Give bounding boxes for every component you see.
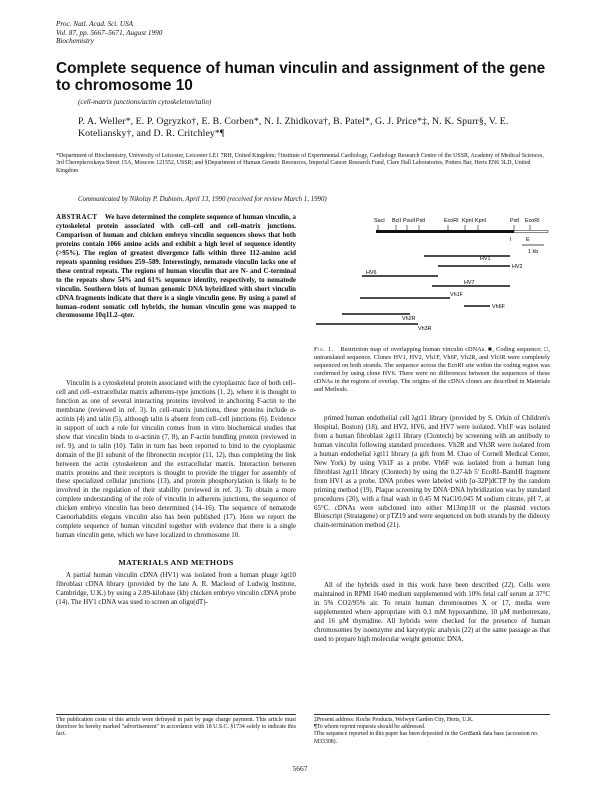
author-list: P. A. Weller*, E. P. Ogryzko†, E. B. Corben*, N. I. Zhidkova†, B. Patel*, G. J. Price*‡, N. K. Spurr§, V. E. Koteliansky†, and D. R. Critchley*¶ xyxy=(78,116,509,140)
clone-label: Vh3R xyxy=(418,326,432,332)
journal-header xyxy=(56,20,162,46)
untranslated-sequence-bar xyxy=(514,231,548,233)
figure-caption-text: Restriction map of overlapping human vinculin cDNAs. ■, Coding sequence; □, untranslated sequence. Clones HV1, HV2, Vh1F, Vh6F, Vh2R, and Vh3R were completely sequenced on both strands. The sequence across the EcoRI site within the coding region was confirmed by using clone HV6. There were no differences between the sequences of these cDNAs in the regions of overlap. The origins of the cDNA clones are described in Materials and Methods. xyxy=(314,346,550,394)
marker-I: I xyxy=(510,237,512,243)
abstract xyxy=(56,214,296,321)
author-footnotes xyxy=(314,714,550,746)
footnote-present-address: ‡Present address: Roche Products, Welwyn Garden City, Herts, U.K. xyxy=(314,717,474,723)
footnote-reprint-requests: ¶To whom reprint requests should be addressed. xyxy=(314,724,426,731)
abstract-text: We have determined the complete sequence of human vinculin, a cytoskeletal protein associated with cell–cell and cell–matrix junctions. Comparison of human and chicken embryo vinculin sequences shows that both proteins contain 1066 amino acids and exhibit a high level of sequence identity (>95%). The region of greatest divergence falls within three 112-amino acid repeats spanning residues 259–589. Interestingly, nematode vinculin lacks one of these central repeats. The regions of human vinculin that are N- and C-terminal to the repeats show 54% and 61% sequence identity, respectively, to nematode vinculin. Southern blots of human genomic DNA hybridized with short vinculin cDNA fragments indicate that there is a single vinculin gene. By using a panel of human–rodent somatic cell hybrids, the human vinculin gene was mapped to chromosome 10q11.2–qter. xyxy=(56,214,296,320)
paper-keywords: (cell-matrix junctions/actin cytoskeleton/talin) xyxy=(78,98,212,106)
communicated-by: Communicated by Nikolay P. Dubinin, April 13, 1990 (received for review March 1, 1990) xyxy=(78,196,327,203)
marker-E: E xyxy=(526,237,530,243)
clone-label: HV2 xyxy=(512,264,523,270)
methods-text: A partial human vinculin cDNA (HV1) was isolated from a human phage λgt10 fibroblast cDNA library (provided by the late A. R. Macleod of Ludwig Institute, Cambridge, U.K.) by using a 2.89-kilobase (kb) chicken embryo vinculin cDNA probe (14). The HV1 cDNA was used to screen an oligo(dT)- xyxy=(56,572,296,606)
coding-sequence-bar xyxy=(376,230,514,233)
scale-label: 1 kb xyxy=(528,249,539,255)
methods-hybrids-paragraph: All of the hybrids used in this work have been described (22). Cells were maintained in RPMI 1640 medium supplemented with 10% fetal calf serum at 37°C in 5% CO2/95% air. To retain human chromosomes X or 17, media were supplemented where appropriate with 0.1 mM hypoxanthine, 10 μM methotrexate, and 16 μM thymidine. All hybrids were checked for the presence of human chromosomes by isoenzyme and karyotypic analysis (22) at the same passage as that used to prepare high molecular weight genomic DNA. xyxy=(314,582,550,643)
site-label: EcoRI xyxy=(525,218,540,224)
figure-caption xyxy=(314,346,550,394)
clone-label: Vh1F xyxy=(450,292,463,298)
clone-label: Vh6F xyxy=(492,304,505,310)
site-label: KpnI xyxy=(475,218,487,224)
journal-name: Proc. Natl. Acad. Sci. USA xyxy=(56,20,134,28)
clone-label: HV7 xyxy=(464,280,475,286)
figure-restriction-map xyxy=(314,214,550,338)
site-label: PvuII xyxy=(403,218,416,224)
site-label: PstI xyxy=(510,218,520,224)
methods-text-continued: primed human endothelial cell λgt11 library (provided by S. Orkin of Children's Hospital, Boston) (18), and HV2, HV6, and HV7 were isolated. Vh1F was isolated from a human fibroblast λgt11 library (Clontech) by screening with an antibody to human vinculin following standard procedures. Vh2R and Vh3R were isolated from a human endothelial λgt11 library (a gift from M. Chao of Cornell Medical Center, New York) by using Vh1F as a probe. Vh6F was isolated from a human lung fibroblast λgt11 library (Clontech) by using the 0.27-kb 5' EcoRI–BamHI fragment from HV1 as a probe. DNA probes were labeled with [α-32P]dCTP by the random priming method (19). Plaque screening by DNA·DNA hybridization was by standard procedures (20), with a final wash in 0.45 M NaCl/0.045 M sodium citrate, pH 7, at 65°C. cDNAs were subcloned into either M13mp18 or the plasmid vectors Bluescript (Stratagene) or pTZ19 and were sequenced on both strands by the dideoxy chain-termination method (21). xyxy=(314,415,550,530)
footnote-genbank: ‖The sequence reported in this paper has been deposited in the GenBank data base (accession no. M33308). xyxy=(314,731,539,745)
journal-volume: Vol. 87, pp. 5667–5671, August 1990 xyxy=(56,28,163,37)
site-label: SacI xyxy=(374,218,385,224)
introduction: Vinculin is a cytoskeletal protein associated with the cytoplasmic face of both cell–cell and cell–extracellular matrix adherens-type junctions (1, 2), where it is thought to function as one of several interacting proteins involved in anchoring F-actin to the membrane (reviewed in ref. 3). In cell–matrix junctions, these proteins include α-actinin (4) and talin (5), although talin is absent from cell–cell junctions (6). Evidence in support of such a role for vinculin comes from in vitro biochemical studies that show that vinculin binds to α-actinin (7, 8), an F-actin bundling protein (reviewed in ref. 9), and to talin (10). Talin in turn has been reported to bind to the cytoplasmic domain of the β1 subunit of the fibronectin receptor (11, 12), thus completing the link between the actin cytoskeleton and the extracellular matrix. Interaction between matrix proteins and their receptors is thought to provide the trigger for assembly of these specialized cellular junctions (13), and protein phosphorylation is likely to be involved in the regulation of their stability (reviewed in ref. 3). To obtain a more complete understanding of the role of vinculin in adherens junctions, the sequence of chicken embryo vinculin has been determined (14–16). The sequence of nematode Caenorhabditis elegans vinculin also has been published (17). Here we report the complete sequence of human vinculin‖ together with evidence that there is a single human vinculin gene, which we have localized to chromosome 10. xyxy=(56,380,296,540)
journal-section: Biochemistry xyxy=(56,37,94,46)
figure-caption-label: Fig. 1. xyxy=(314,346,334,353)
abstract-heading: ABSTRACT xyxy=(56,214,98,221)
clone-label: Vh2R xyxy=(402,316,416,322)
site-label: PstI xyxy=(416,218,426,224)
site-label: BclI xyxy=(392,218,401,224)
paper-title: Complete sequence of human vinculin and assignment of the gene to chromosome 10 xyxy=(56,60,546,94)
affiliations: *Department of Biochemistry, University of Leicester, Leicester LE1 7RH, United Kingdom; †Institute of Experimental Cardiology, Cardiology Research Centre of the USSR, Academy of Medical Sciences, 3rd Cherepkovskaya Street 15A, Moscow 121552, USSR; and §Department of Human Genetic Resources, Imperial Cancer Research Fund, Clare Hall Laboratories, Potters Bar, Herts EN6 3LD, United Kingdom xyxy=(56,153,544,174)
publication-cost-footnote: The publication costs of this article were defrayed in part by page charge payment. This article must therefore be hereby marked "advertisement" in accordance with 18 U.S.C. §1734 solely to indicate this fact. xyxy=(56,714,296,739)
methods-heading: MATERIALS AND METHODS xyxy=(118,558,234,567)
clone-label: HV6 xyxy=(366,270,377,276)
site-label: EcoRI xyxy=(444,218,459,224)
clone-label: HV1 xyxy=(480,256,491,262)
page-number: 5667 xyxy=(292,764,308,773)
site-label: KpnI xyxy=(462,218,474,224)
